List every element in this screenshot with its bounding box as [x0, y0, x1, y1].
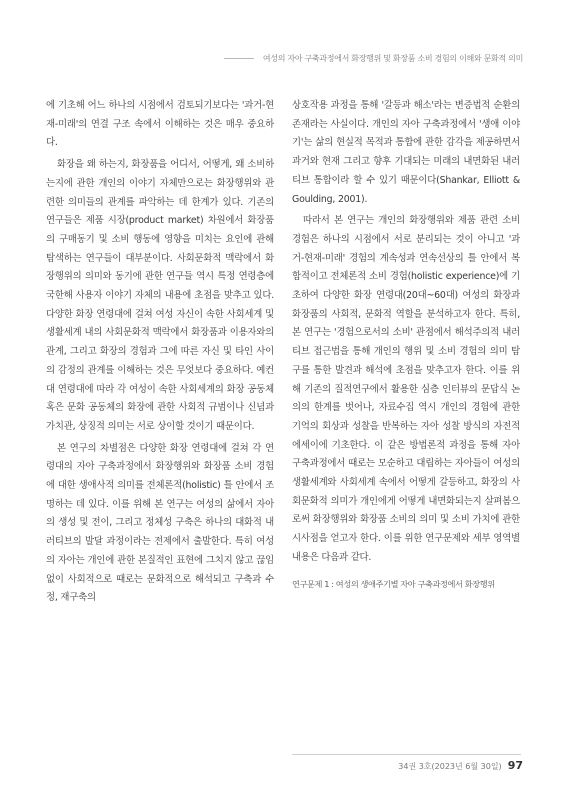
header-rule — [224, 58, 254, 59]
left-column — [46, 97, 274, 608]
right-paragraph-2: 따라서 본 연구는 개인의 화장행위와 제품 관련 소비 경험은 하나의 시점에서 서로 분리되는 것이 아니고 '과거-현재-미래' 경험의 계속성과 연속선상의 틀 안에서 복합적이고 전체론적 소비 경험(holistic experience)에 기초하여 다양한 화장 연령대(20대~60대) 여성의 화장과 화장품의 사회적, 문화적 역할을 분석하고자 한다. 특히, 본 연구는 '경험으로서의 소비' 관점에서 해석주의적 내러티브 접근법을 통해 개인의 행위 및 소비 경험의 의미 탐구를 통한 발견과 해석에 초점을 맞추고자 한다. 이를 위해 기존의 질적연구에서 활용한 심층 인터뷰의 문답식 논의의 한계를 벗어나, 자료수집 역시 개인의 경험에 관한 기억의 회상과 성찰을 반복하는 자아 성찰 방식의 자전적 에세이에 기초한다. 이 같은 방법론적 과정을 통해 자아 구축과정에서 때로는 모순하고 대립하는 자아들이 여성의 생활세계와 사회세계 속에서 어떻게 갈등하고, 화장의 사회문화적 의미가 개인에게 어떻게 내면화되는지 살펴봄으로써 화장행위와 화장품 소비의 의미 및 소비 가치에 관한 시사점을 얻고자 한다. 이를 위한 연구문제와 세부 영역별 내용은 다음과 같다. — [292, 215, 520, 563]
left-paragraph-2: 화장을 왜 하는지, 화장품을 어디서, 어떻게, 왜 소비하는지에 관한 개인의 이야기 자체만으로는 화장행위와 관련한 의미들의 관계를 파악하는 데 한계가 있다. 기존의 연구들은 제품 시장(product market) 차원에서 화장품의 구매동기 및 소비 행동에 영향을 미치는 요인에 관해 탐색하는 연구들이 대부분이다. 사회문화적 맥락에서 화장행위의 의미와 동기에 관한 연구들 역시 특정 연령층에 국한해 사용자 이야기 자체의 내용에 초점을 맞추고 있다. 다양한 화장 연령대에 걸쳐 여성 자신이 속한 사회세계 및 생활세계 내의 사회문화적 맥락에서 화장품과 이용자와의 관계, 그리고 화장의 경험과 그에 따른 자신 및 타인 사이의 감정의 관계를 이해하는 것은 무엇보다 중요하다. 예컨대 연령대에 따라 각 여성이 속한 사회세계의 화장 공동체 혹은 문화 공동체의 화장에 관한 사회적 규범이나 신념과 가치관, 상징적 의미는 서로 상이할 것이기 때문이다. — [46, 159, 274, 432]
left-paragraph-1: 에 기초해 어느 하나의 시점에서 검토되기보다는 '과거-현재-미래'의 연결 구조 속에서 이해하는 것은 매우 중요하다. — [46, 100, 274, 149]
research-question-1: 연구문제 1 : 여성의 생애주기별 자아 구축과정에서 화장행위 — [292, 578, 495, 589]
issue-info: 34권 3호(2023년 6월 30일) — [398, 762, 502, 771]
footer — [398, 759, 523, 772]
footer-rule — [292, 754, 521, 755]
right-column — [292, 97, 520, 593]
page-number: 97 — [507, 759, 523, 772]
left-paragraph-3: 본 연구의 차별점은 다양한 화장 연령대에 걸쳐 각 연령대의 자아 구축과정에서 화장행위와 화장품 소비 경험에 대한 생애사적 의미를 전체론적(holistic) 틀 안에서 조명하는 데 있다. 이를 위해 본 연구는 여성의 삶에서 자아의 생성 및 전이, 그리고 정체성 구축은 하나의 대화적 내러티브의 발달 과정이라는 전제에서 출발한다. 특히 여성의 자아는 개인에 관한 본질적인 표현에 그치지 않고 끊임없이 사회적으로 때로는 문화적으로 해석되고 구축과 수정, 재구축의 — [46, 442, 274, 604]
running-title: 여성의 자아 구축과정에서 화장행위 및 화장품 소비 경험의 이해와 문화적 의미 — [262, 54, 523, 63]
right-paragraph-1: 상호작용 과정을 통해 '갈등과 해소'라는 변증법적 순환의 존재라는 사실이다. 개인의 자아 구축과정에서 '생애 이야기'는 삶의 현실적 목적과 통합에 관한 감각을 제공하면서 과거와 현재 그리고 향후 기대되는 미래의 내면화된 내러티브 통합이라 할 수 있기 때문이다(Shankar, Elliott & Goulding, 2001). — [292, 100, 520, 205]
